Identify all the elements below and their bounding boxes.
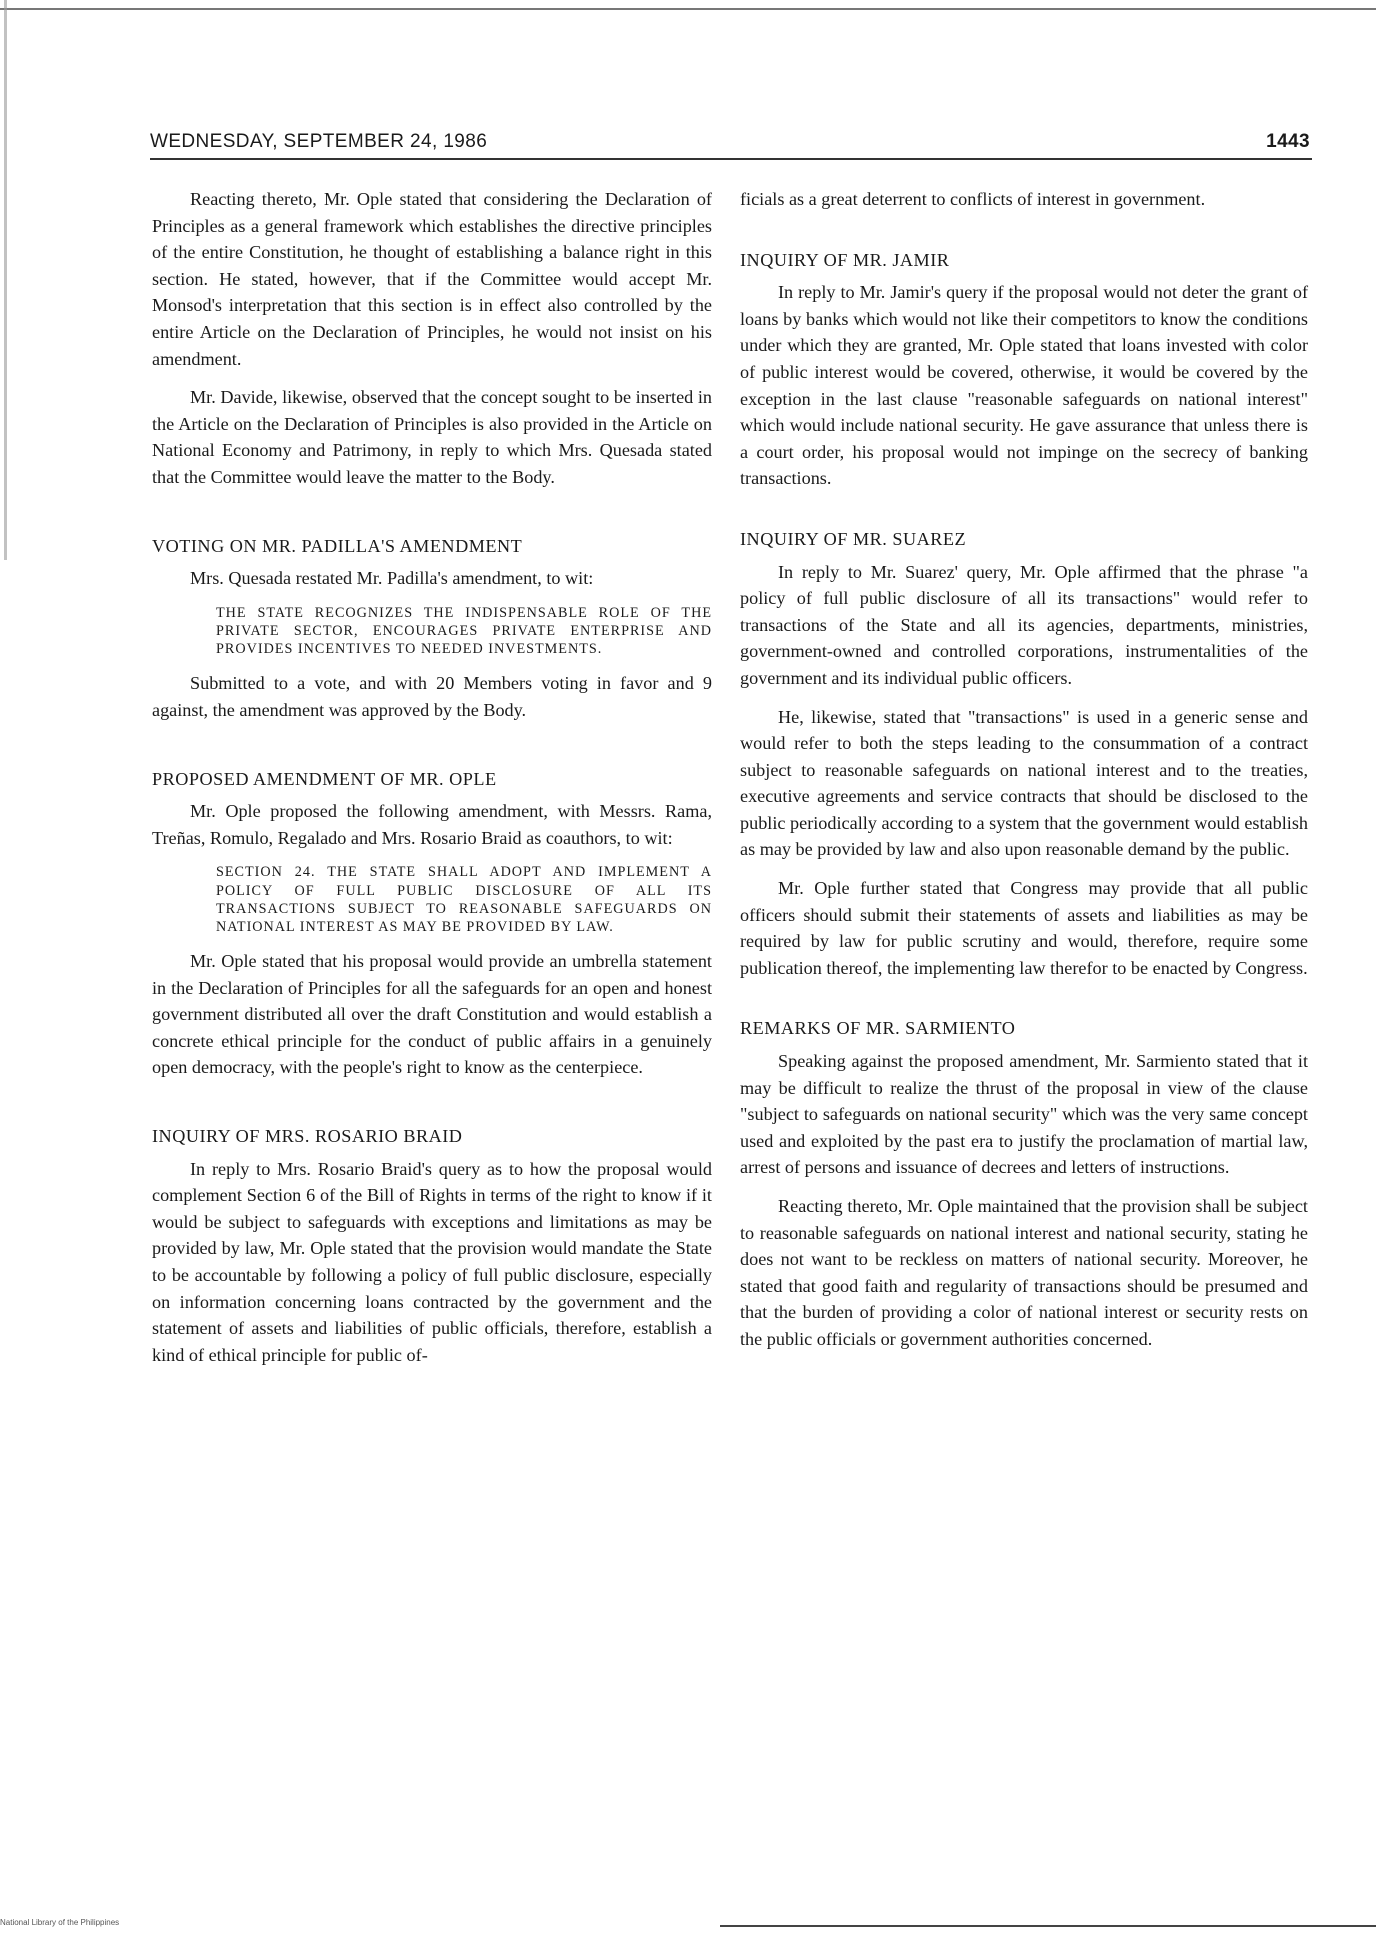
paragraph: In reply to Mrs. Rosario Braid's query as to how the proposal would complement Section 6 of the Bill of Rights in terms of the right to know if it would be subject to safeguards with exceptions and limitations as may be provided by law, Mr. Ople stated that the provision would mandate the State to be accountable by following a policy of full public disclosure, especially on information concerning loans contracted by the government and the statement of assets and liabilities of public officials, therefore, establish a kind of ethical principle for public of- [152,1158,712,1365]
paragraph: Mr. Davide, likewise, observed that the concept sought to be inserted in the Article on the Declaration of Principles is also provided in the Article on National Economy and Patrimony, in reply to which Mrs. Quesada stated that the Committee would leave the matter to the Body. [152,387,712,487]
scan-top-edge [0,8,1376,10]
paragraph: ficials as a great deterrent to conflicts of interest in government. [740,189,1206,209]
paragraph: Mr. Ople proposed the following amendment, with Messrs. Rama, Treñas, Romulo, Regalado and Mrs. Rosario Braid as coauthors, to wit: [152,801,712,848]
paragraph: Mr. Ople further stated that Congress may provide that all public officers should submit their statements of assets and liabilities as may be required by law for public scrutiny and would, therefore, require some publication thereof, the implementing law therefor to be enacted by Congress. [740,878,1308,978]
paragraph: In reply to Mr. Suarez' query, Mr. Ople affirmed that the phrase "a policy of full public disclosure of all its transactions" would refer to transactions of the State and all its agencies, departments, ministries, government-owned and controlled corporations, instrumentalities of the government and its individual public officers. [740,561,1308,688]
paragraph: In reply to Mr. Jamir's query if the proposal would not deter the grant of loans by banks which would not like their competitors to know the conditions under which they are granted, Mr. Ople stated that loans invested with color of public interest would be covered, otherwise, it would be covered by the exception in the last clause "reasonable safeguards on national interest" which would include national security. He gave assurance that unless there is a court order, his proposal would not impinge on the secrecy of banking transactions. [740,282,1308,489]
scan-bottom-edge [720,1925,1376,1927]
paragraph: Reacting thereto, Mr. Ople maintained that the provision shall be subject to reasonable safeguards on national interest and national security, stating he does not want to be reckless on matters of national security. Moreover, he stated that good faith and regularity of transactions should be presumed and that the burden of providing a color of national interest or security rests on the public officials or government authorities concerned. [740,1196,1308,1349]
section-heading: INQUIRY OF MRS. ROSARIO BRAID [152,1126,463,1147]
paragraph: Mrs. Quesada restated Mr. Padilla's amendment, to wit: [190,568,594,589]
paragraph: Submitted to a vote, and with 20 Members voting in favor and 9 against, the amendment was approved by the Body. [152,673,712,720]
section-heading: PROPOSED AMENDMENT OF MR. OPLE [152,768,497,789]
paragraph: Speaking against the proposed amendment, Mr. Sarmiento stated that it may be difficult to realize the thrust of the proposal in view of the clause "subject to safeguards on national security" which was the very same concept used and exploited by the past era to justify the proclamation of martial law, arrest of persons and issuance of decrees and letters of instructions. [740,1051,1308,1178]
running-head [150,131,1310,161]
block-quote: THE STATE RECOGNIZES THE INDISPENSABLE ROLE OF THE PRIVATE SECTOR, ENCOURAGES PRIVATE ENTERPRISE AND PROVIDES INCENTIVES TO NEEDED INVESTMENTS. [216,604,712,658]
section-heading: REMARKS OF MR. SARMIENTO [740,1018,1016,1039]
header-date: WEDNESDAY, SEPTEMBER 24, 1986 [150,131,488,152]
page-number: 1443 [1266,131,1310,152]
section-heading: INQUIRY OF MR. SUAREZ [740,528,967,549]
scan-left-edge [4,0,7,560]
paragraph: Reacting thereto, Mr. Ople stated that considering the Declaration of Principles as a general framework which establishes the directive principles of the entire Constitution, he thought of establishing a balance right in this section. He stated, however, that if the Committee would accept Mr. Monsod's interpretation that this section is in effect also controlled by the entire Article on the Declaration of Principles, he would not insist on his amendment. [152,189,712,369]
section-heading: VOTING ON MR. PADILLA'S AMENDMENT [152,535,523,556]
right-column [740,186,1308,1365]
section-heading: INQUIRY OF MR. JAMIR [740,249,950,270]
paragraph: He, likewise, stated that "transactions" is used in a generic sense and would refer to both the steps leading to the consummation of a contract subject to reasonable safeguards on national interest and to the treaties, executive agreements and service contracts that should be disclosed to the public periodically according to a system that the government would establish as may be provided by law and also upon reasonable demand by the public. [740,706,1308,860]
block-quote: SECTION 24. THE STATE SHALL ADOPT AND IMPLEMENT A POLICY OF FULL PUBLIC DISCLOSURE OF ALL ITS TRANSACTIONS SUBJECT TO REASONABLE SAFEGUARDS ON NATIONAL INTEREST AS MAY BE PROVIDED BY LAW. [216,864,712,935]
header-rule [150,158,1312,160]
left-column [152,186,712,1380]
scan-footer-tag: National Library of the Philippines [0,1918,120,1927]
paragraph: Mr. Ople stated that his proposal would provide an umbrella statement in the Declaration of Principles for all the safeguards for an open and honest government distributed all over the draft Constitution and would establish a concrete ethical principle for the conduct of public affairs in a genuinely open democracy, with the people's right to know as the centerpiece. [152,951,712,1078]
